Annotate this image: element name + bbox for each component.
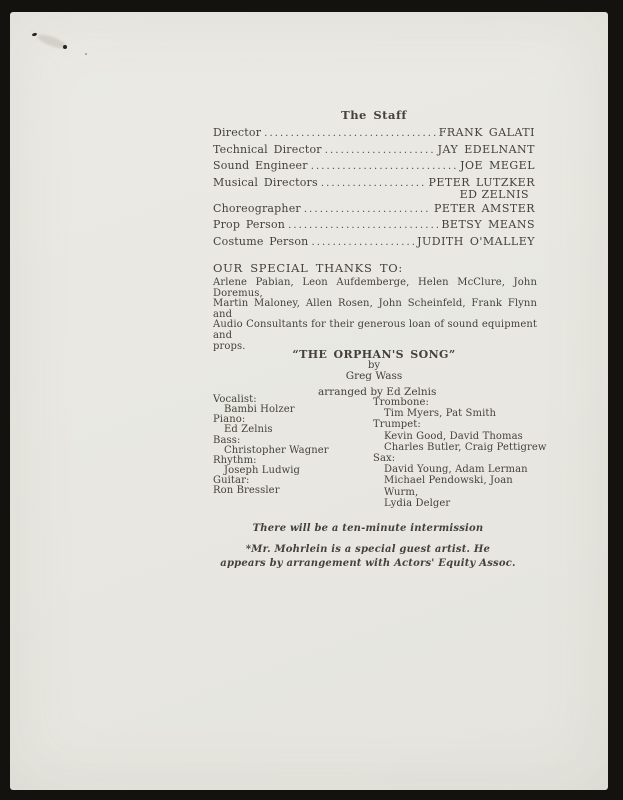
staff-credit-list [213,125,535,251]
ensemble-right-column [373,397,548,509]
musician-name: Michael Pendowski, Joan Wurm, [384,475,513,498]
ensemble-left-column [213,395,373,497]
musician-name: David Young, Adam Lerman [384,464,528,476]
thanks-line: props. [213,340,246,352]
person-name: JOE MEGEL [460,159,535,173]
person-name: PETER AMSTER [434,201,535,215]
dot-leader [325,142,435,160]
dot-leader [304,201,431,219]
special-thanks-paragraph [213,278,537,352]
musician-name: Joseph Ludwig [224,465,301,477]
special-thanks-heading: OUR SPECIAL THANKS TO: [213,261,403,275]
person-name: BETSY MEANS [441,218,535,232]
staff-row-director [213,125,535,142]
staff-section-title: The Staff [341,108,407,122]
musician-name: Lydia Delger [384,497,451,509]
role-label: Musical Directors [213,176,318,190]
instrument-label: Piano: [213,414,246,426]
musician-name: Ron Bressler [213,485,280,497]
scan-speck [32,32,38,36]
instrument-label: Vocalist: [213,394,257,405]
guest-artist-note-line2: appears by arrangement with Actors' Equity Assoc. [220,558,516,569]
instrument-label: Guitar: [213,475,250,487]
staff-row-prop-person [213,217,535,234]
musician-name: Christopher Wagner [224,444,329,456]
staff-row-sound-engineer [213,158,535,175]
staff-row-technical-director [213,142,535,159]
scan-speck [85,53,87,55]
person-name: JUDITH O'MALLEY [417,235,535,249]
instrument-label: Rhythm: [213,454,257,466]
role-label: Choreographer [213,201,301,215]
musician-name: Bambi Holzer [224,404,295,416]
guest-artist-note-line1: *Mr. Mohrlein is a special guest artist. He [245,544,491,555]
dot-leader [288,217,438,235]
person-name: JAY EDELNANT [437,142,535,156]
dot-leader [321,175,426,193]
musician-name: Tim Myers, Pat Smith [384,408,497,420]
role-label: Costume Person [213,235,309,249]
role-label: Sound Engineer [213,159,308,173]
song-arranger: arranged by Ed Zelnis [318,386,437,398]
person-name: ED ZELNIS [459,187,529,201]
instrument-label: Bass: [213,434,241,446]
intermission-note: There will be a ten-minute intermission [252,523,484,534]
song-heading-block [213,348,535,382]
musician-name: Kevin Good, David Thomas [384,430,523,442]
musician-name: Ed Zelnis [224,424,273,436]
dot-leader [264,125,436,143]
song-composer: Greg Wass [345,370,403,382]
song-byline: by [367,360,381,371]
song-title: “THE ORPHAN'S SONG” [292,348,456,361]
role-label: Director [213,126,262,139]
instrument-label: Trumpet: [373,419,421,431]
role-label: Prop Person [213,218,286,232]
thanks-line: Martin Maloney, Allen Rosen, John Scheinfeld, Frank Flynn and [213,298,537,320]
dot-leader [311,234,414,252]
dot-leader [311,158,457,176]
thanks-line: Audio Consultants for their generous loan of sound equipment and [213,319,537,341]
person-name: FRANK GALATI [438,126,535,139]
role-label: Technical Director [213,142,322,156]
instrument-label: Trombone: [373,397,430,408]
scan-speck [63,45,67,49]
musician-name: Charles Butler, Craig Pettigrew [384,441,547,453]
staff-row-choreographer [213,201,535,218]
paper-sheet [10,12,608,790]
thanks-line: Arlene Pabian, Leon Aufdemberge, Helen McClure, John Doremus, [213,277,537,299]
person-name: PETER LUTZKER [428,176,535,190]
instrument-label: Sax: [373,453,396,465]
staff-row-costume-person [213,234,535,251]
